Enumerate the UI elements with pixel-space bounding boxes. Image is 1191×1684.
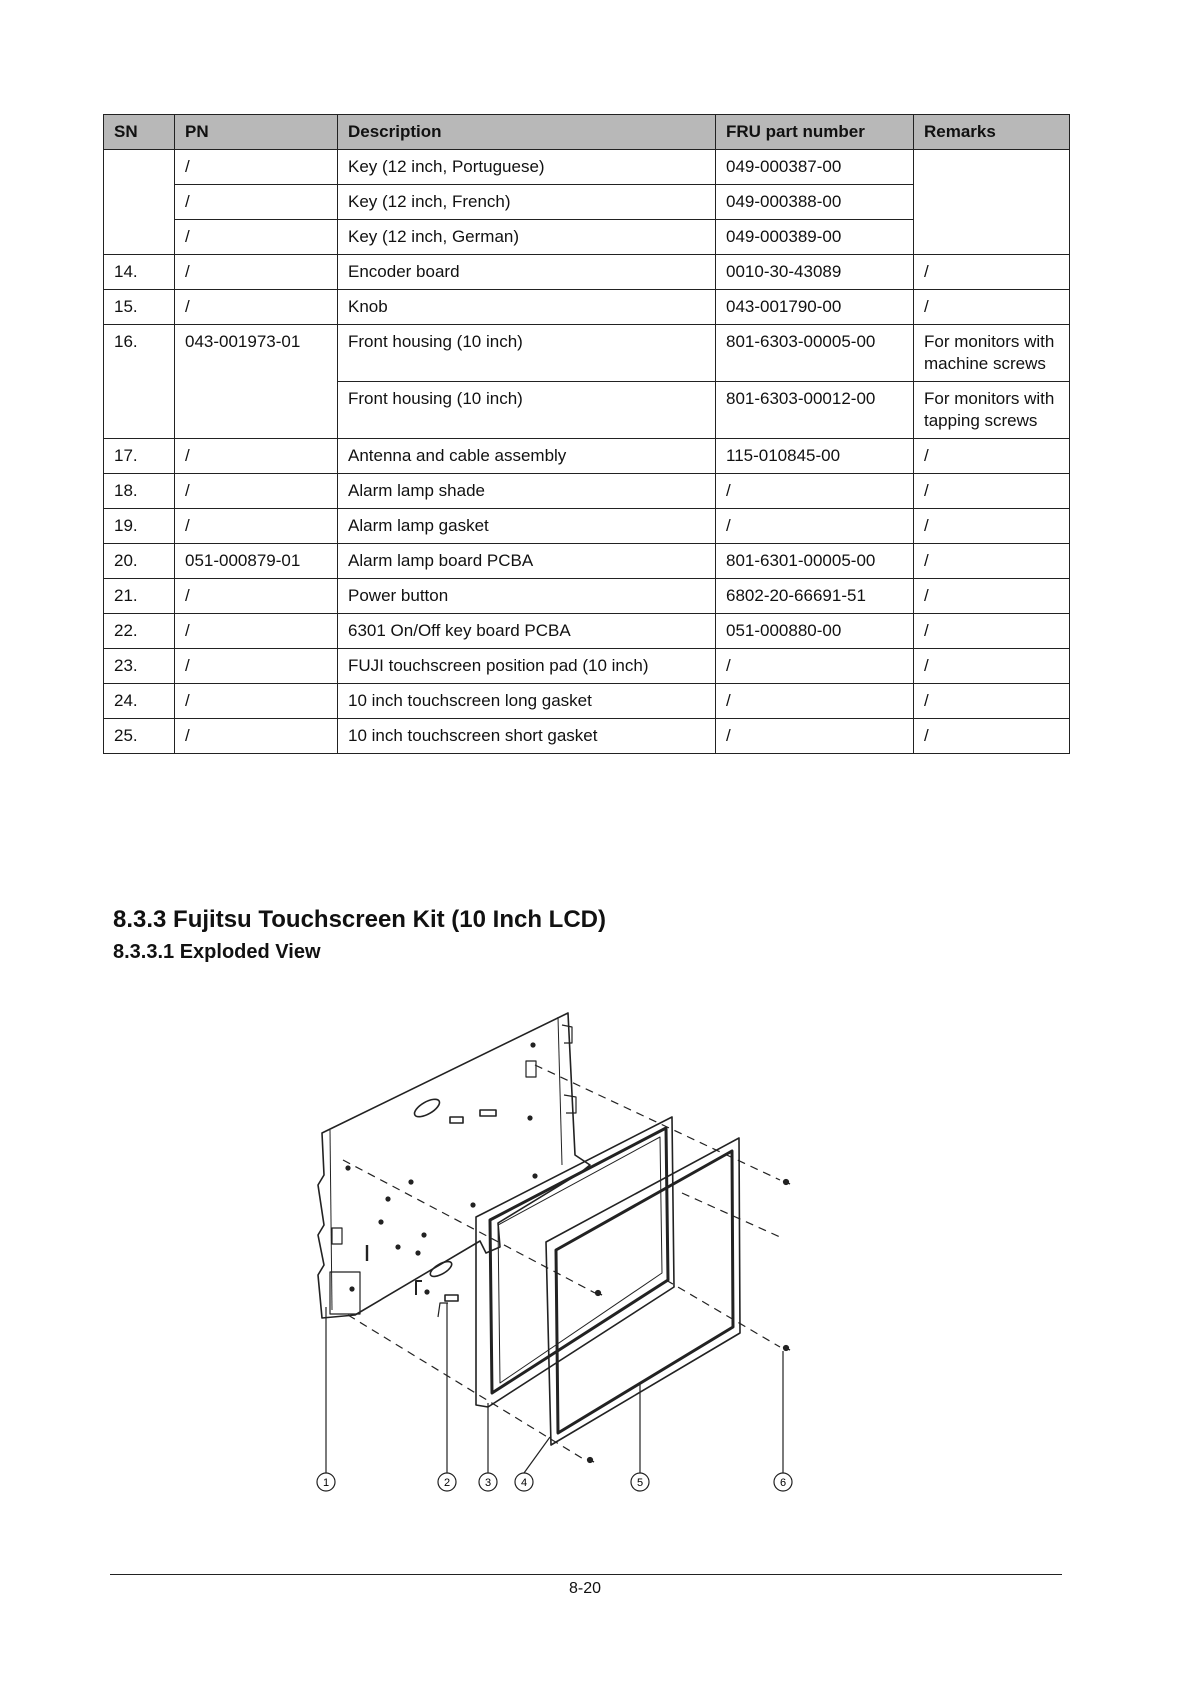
table-row bbox=[104, 649, 1070, 684]
cell-remarks: / bbox=[914, 614, 1070, 649]
exploded-view-diagram bbox=[300, 985, 900, 1520]
callout-label: 4 bbox=[520, 1477, 528, 1489]
cell-remarks: / bbox=[914, 290, 1070, 325]
cell-remarks: / bbox=[914, 719, 1070, 754]
touchscreen-frame-part bbox=[546, 1138, 740, 1445]
assembly-lines bbox=[343, 1065, 780, 1460]
callout-label: 6 bbox=[779, 1477, 787, 1489]
screws bbox=[588, 1180, 790, 1463]
cell-sn: 15. bbox=[104, 290, 175, 325]
cell-description: Encoder board bbox=[338, 255, 716, 290]
cell-description: Alarm lamp gasket bbox=[338, 509, 716, 544]
cell-pn: / bbox=[175, 649, 338, 684]
cell-fru: / bbox=[716, 719, 914, 754]
cell-sn: 19. bbox=[104, 509, 175, 544]
cell-pn: 043-001973-01 bbox=[175, 325, 338, 439]
table-row bbox=[104, 439, 1070, 474]
table-row bbox=[104, 325, 1070, 382]
cell-remarks: / bbox=[914, 684, 1070, 719]
callout-label: 3 bbox=[484, 1477, 492, 1489]
callout-3 bbox=[479, 1473, 497, 1491]
cell-fru: 801-6301-00005-00 bbox=[716, 544, 914, 579]
callouts bbox=[317, 1473, 792, 1491]
cell-pn: / bbox=[175, 474, 338, 509]
cell-pn: / bbox=[175, 509, 338, 544]
cell-sn: 22. bbox=[104, 614, 175, 649]
cell-description: Knob bbox=[338, 290, 716, 325]
cell-fru: 049-000387-00 bbox=[716, 150, 914, 185]
cell-description: Key (12 inch, French) bbox=[338, 185, 716, 220]
cell-description: 10 inch touchscreen long gasket bbox=[338, 684, 716, 719]
header-description: Description bbox=[338, 115, 716, 150]
cell-pn: / bbox=[175, 719, 338, 754]
cell-description: Key (12 inch, German) bbox=[338, 220, 716, 255]
cell-description: Alarm lamp shade bbox=[338, 474, 716, 509]
cell-pn: / bbox=[175, 150, 338, 185]
cell-sn: 25. bbox=[104, 719, 175, 754]
leader-lines bbox=[326, 1303, 783, 1473]
cell-fru: / bbox=[716, 649, 914, 684]
cell-remarks: For monitors with machine screws bbox=[914, 325, 1070, 382]
cell-fru: / bbox=[716, 474, 914, 509]
cell-remarks: For monitors with tapping screws bbox=[914, 382, 1070, 439]
callout-label: 5 bbox=[636, 1477, 644, 1489]
table-row bbox=[104, 474, 1070, 509]
cell-fru: 043-001790-00 bbox=[716, 290, 914, 325]
callout-1 bbox=[317, 1473, 335, 1491]
cell-remarks: / bbox=[914, 255, 1070, 290]
cell-fru: 801-6303-00012-00 bbox=[716, 382, 914, 439]
callout-2 bbox=[438, 1473, 456, 1491]
cell-description: 10 inch touchscreen short gasket bbox=[338, 719, 716, 754]
cell-description: FUJI touchscreen position pad (10 inch) bbox=[338, 649, 716, 684]
cell-pn: / bbox=[175, 290, 338, 325]
header-pn: PN bbox=[175, 115, 338, 150]
table-row bbox=[104, 150, 1070, 185]
cell-fru: / bbox=[716, 509, 914, 544]
cell-pn: / bbox=[175, 684, 338, 719]
cell-fru: 049-000388-00 bbox=[716, 185, 914, 220]
metal-bracket-part bbox=[318, 1013, 590, 1318]
table-row bbox=[104, 255, 1070, 290]
callout-6 bbox=[774, 1473, 792, 1491]
cell-pn: / bbox=[175, 579, 338, 614]
cell-description: Power button bbox=[338, 579, 716, 614]
cell-pn: 051-000879-01 bbox=[175, 544, 338, 579]
cell-sn: 23. bbox=[104, 649, 175, 684]
cell-pn: / bbox=[175, 185, 338, 220]
cell-sn: 16. bbox=[104, 325, 175, 439]
cell-fru: 6802-20-66691-51 bbox=[716, 579, 914, 614]
cell-sn-empty bbox=[104, 150, 175, 255]
table-row bbox=[104, 509, 1070, 544]
cell-pn: / bbox=[175, 439, 338, 474]
cell-pn: / bbox=[175, 220, 338, 255]
cell-remarks-empty bbox=[914, 150, 1070, 255]
cell-sn: 21. bbox=[104, 579, 175, 614]
callout-4 bbox=[515, 1473, 533, 1491]
cell-sn: 24. bbox=[104, 684, 175, 719]
cell-description: Front housing (10 inch) bbox=[338, 325, 716, 382]
table-row bbox=[104, 684, 1070, 719]
table-row bbox=[104, 719, 1070, 754]
cell-pn: / bbox=[175, 255, 338, 290]
cell-fru: 115-010845-00 bbox=[716, 439, 914, 474]
header-remarks: Remarks bbox=[914, 115, 1070, 150]
section-subtitle: 8.3.3.1 Exploded View bbox=[113, 941, 321, 963]
cell-remarks: / bbox=[914, 579, 1070, 614]
cell-remarks: / bbox=[914, 544, 1070, 579]
lcd-panel-part bbox=[476, 1117, 674, 1407]
callout-label: 1 bbox=[322, 1477, 330, 1489]
cell-sn: 14. bbox=[104, 255, 175, 290]
cell-description: Front housing (10 inch) bbox=[338, 382, 716, 439]
table-row bbox=[104, 579, 1070, 614]
header-fru: FRU part number bbox=[716, 115, 914, 150]
table-row bbox=[104, 290, 1070, 325]
cell-remarks: / bbox=[914, 649, 1070, 684]
cell-sn: 20. bbox=[104, 544, 175, 579]
section-title: 8.3.3 Fujitsu Touchscreen Kit (10 Inch LCD) bbox=[113, 906, 606, 933]
parts-table bbox=[103, 114, 1070, 754]
bracket-holes bbox=[345, 1042, 537, 1294]
callout-label: 2 bbox=[443, 1477, 451, 1489]
cell-remarks: / bbox=[914, 474, 1070, 509]
cell-fru: 049-000389-00 bbox=[716, 220, 914, 255]
callout-5 bbox=[631, 1473, 649, 1491]
cell-description: Antenna and cable assembly bbox=[338, 439, 716, 474]
cell-remarks: / bbox=[914, 509, 1070, 544]
table-row bbox=[104, 544, 1070, 579]
cell-sn: 17. bbox=[104, 439, 175, 474]
cell-description: Alarm lamp board PCBA bbox=[338, 544, 716, 579]
footer-divider bbox=[110, 1574, 1062, 1575]
table-row bbox=[104, 614, 1070, 649]
cell-fru: / bbox=[716, 684, 914, 719]
page-number: 8-20 bbox=[568, 1580, 602, 1597]
cell-sn: 18. bbox=[104, 474, 175, 509]
table-header-row bbox=[104, 115, 1070, 150]
cell-description: 6301 On/Off key board PCBA bbox=[338, 614, 716, 649]
header-sn: SN bbox=[104, 115, 175, 150]
cell-remarks: / bbox=[914, 439, 1070, 474]
cell-fru: 801-6303-00005-00 bbox=[716, 325, 914, 382]
cell-pn: / bbox=[175, 614, 338, 649]
cell-fru: 0010-30-43089 bbox=[716, 255, 914, 290]
cell-description: Key (12 inch, Portuguese) bbox=[338, 150, 716, 185]
cell-fru: 051-000880-00 bbox=[716, 614, 914, 649]
